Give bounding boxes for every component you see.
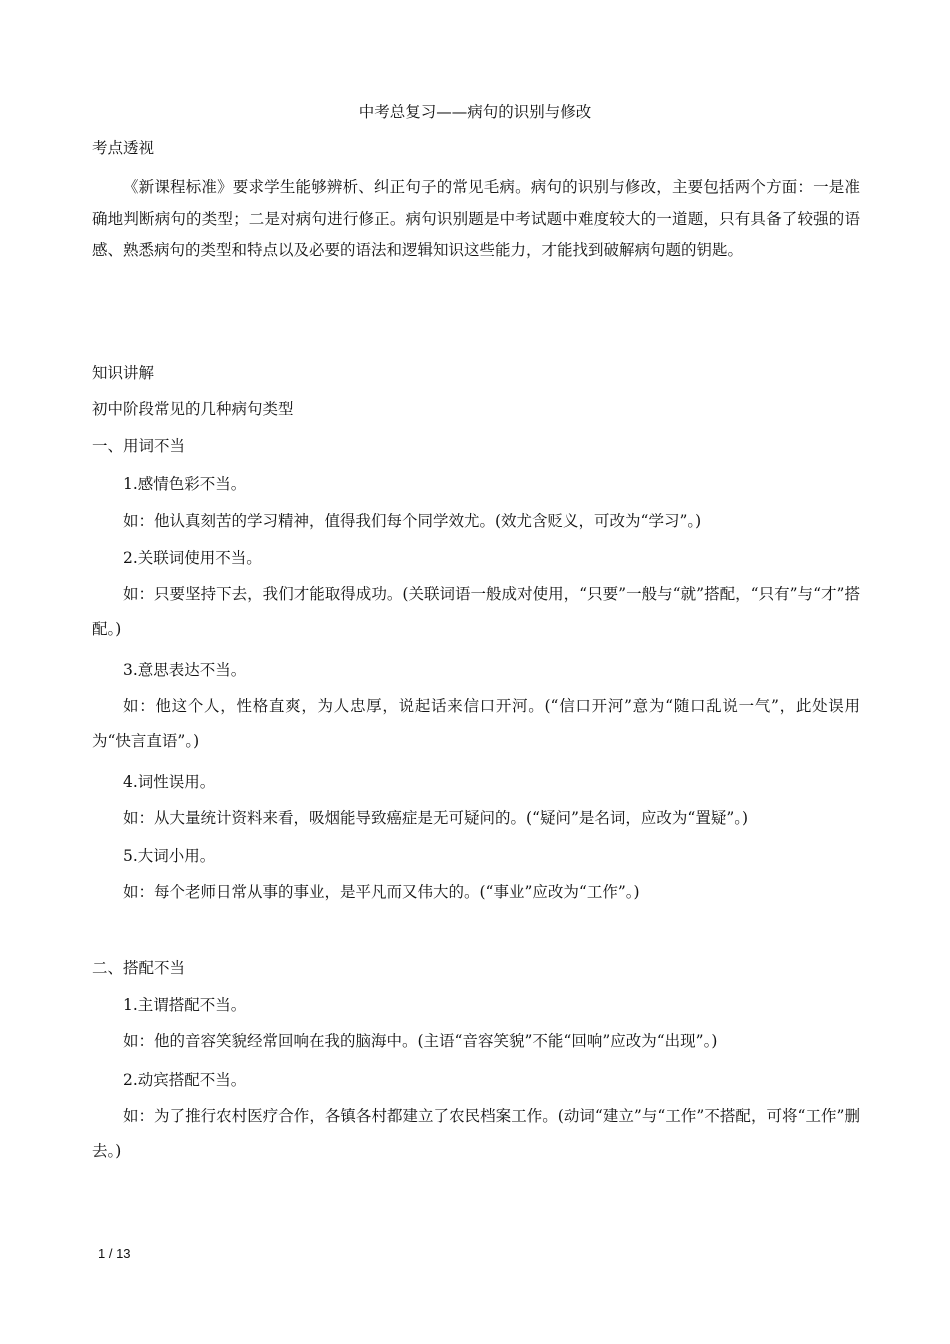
section2-item-label: 1.主谓搭配不当。	[123, 996, 247, 1014]
section1-item-example: 如：只要坚持下去，我们才能取得成功。(关联词语一般成对使用，“只要”一般与“就”搭配，“只有”与“才”搭配。)	[92, 585, 860, 638]
section1-item-example: 如：从大量统计资料来看，吸烟能导致癌症是无可疑问的。(“疑问”是名词，应改为“置疑”。)	[123, 809, 749, 827]
section1-item-example: 如：每个老师日常从事的事业，是平凡而又伟大的。(“事业”应改为“工作”。)	[123, 883, 640, 901]
document-title: 中考总复习——病句的识别与修改	[358, 103, 592, 121]
section1-item-label: 2.关联词使用不当。	[123, 549, 262, 567]
subheading-types: 初中阶段常见的几种病句类型	[92, 400, 294, 418]
section2-item-example: 如：为了推行农村医疗合作，各镇各村都建立了农民档案工作。(动词“建立”与“工作”不搭配，可将“工作”删去。)	[92, 1107, 860, 1160]
section1-item-example: 如：他这个人，性格直爽，为人忠厚，说起话来信口开河。(“信口开河”意为“随口乱说一气”，此处误用为“快言直语”。)	[92, 697, 860, 750]
intro-paragraph: 《新课程标准》要求学生能够辨析、纠正句子的常见毛病。病句的识别与修改，主要包括两个方面：一是准确地判断病句的类型；二是对病句进行修正。病句识别题是中考试题中难度较大的一道题，只有具备了较强的语感、熟悉病句的类型和特点以及必要的语法和逻辑知识这些能力，才能找到破解病句题的钥匙。	[92, 178, 860, 259]
section1-item-label: 1.感情色彩不当。	[123, 475, 247, 493]
section1-item-label: 3.意思表达不当。	[123, 661, 247, 679]
section1-heading: 一、用词不当	[92, 437, 186, 455]
section2-item-label: 2.动宾搭配不当。	[123, 1071, 247, 1089]
section-heading-zhishi: 知识讲解	[92, 364, 155, 382]
section-heading-kaodian: 考点透视	[92, 139, 155, 157]
section2-heading: 二、搭配不当	[92, 959, 186, 977]
page-number: 1 / 13	[98, 1246, 131, 1261]
section1-item-example: 如：他认真刻苦的学习精神，值得我们每个同学效尤。(效尤含贬义，可改为“学习”。)	[123, 512, 702, 530]
section1-item-label: 5.大词小用。	[123, 847, 216, 865]
section1-item-label: 4.词性误用。	[123, 773, 216, 791]
section2-item-example: 如：他的音容笑貌经常回响在我的脑海中。(主语“音容笑貌”不能“回响”应改为“出现”。)	[123, 1032, 718, 1050]
